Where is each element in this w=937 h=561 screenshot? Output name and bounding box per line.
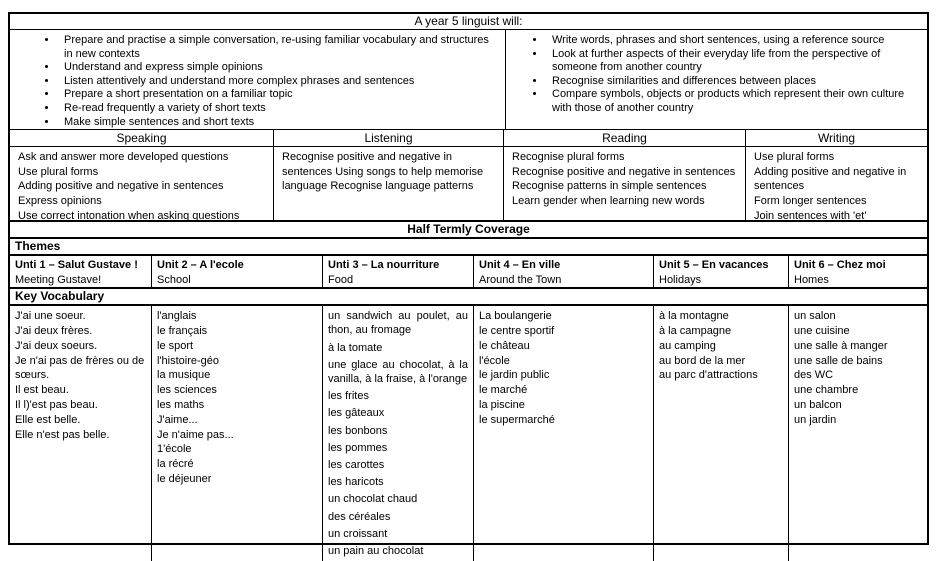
overview-bullet: • Compare symbols, objects or products which represent their own culture with those of another country [546,88,921,115]
coverage-row [10,220,927,237]
unit-3-title: Unti 3 – La nourriture [328,259,440,272]
unit-5-title: Unit 5 – En vacances [659,259,769,272]
overview-right-cell [505,30,927,129]
vocab-item: la récré [157,458,194,471]
vocab-item: les frites [328,390,369,403]
skill-line: Learn gender when learning new words [512,194,705,207]
page-title: A year 5 linguist will: [414,14,523,28]
units-row [10,254,927,287]
overview-right-bullets [506,34,921,116]
vocab-item: J'ai une soeur. [15,310,86,323]
unit-5-subtitle: Holidays [659,274,702,287]
key-vocabulary-row [10,287,927,304]
vocab-item: les carottes [328,458,385,471]
vocab-item: le marché [479,384,528,397]
overview-left-bullets [10,34,499,129]
unit-1-subtitle: Meeting Gustave! [15,274,102,287]
skill-line: Recognise positive and negative in sentences [512,165,736,178]
overview-bullet: • Prepare and practise a simple conversation, re-using familiar vocabulary and structures in new contexts [58,34,499,61]
overview-bullet: • Prepare a short presentation on a familiar topic [58,88,499,102]
vocab-item: Il l)'est pas beau. [15,398,98,411]
skill-line: Use plural forms [754,151,835,164]
vocab-item: les pommes [328,441,388,454]
vocab-item: la piscine [479,398,525,411]
vocab-unit-5 [653,306,788,561]
vocab-unit-4 [473,306,653,561]
skill-line: Use plural forms [18,165,99,178]
skill-line: Use correct intonation when asking questions [18,209,240,222]
skill-line: Recognise plural forms [512,151,625,164]
vocab-item: le jardin public [479,369,550,382]
vocab-item: un jardin [794,413,837,426]
vocab-unit-6 [788,306,927,561]
unit-4-cell [473,256,653,287]
vocab-item: l'école [479,354,510,367]
vocab-item: 1'école [157,443,192,456]
overview-bullet: • Write words, phrases and short sentences, using a reference source [546,34,921,48]
reading-header: Reading [503,130,745,146]
overview-bullet: • Make simple sentences and short texts [58,116,499,130]
skill-line: Adding positive and negative in sentences [18,180,224,193]
overview-left-cell [10,30,505,129]
unit-1-title: Unti 1 – Salut Gustave ! [15,259,138,272]
skill-line: Express opinions [18,194,102,207]
vocab-item: un sandwich au poulet, au thon, au fromage [328,310,468,337]
vocab-item: une chambre [794,384,859,397]
vocab-item: au camping [659,339,716,352]
vocab-item: le centre sportif [479,324,555,337]
vocab-item: une cuisine [794,324,850,337]
vocab-item: un salon [794,310,836,323]
skills-content-row [10,146,927,220]
vocab-item: au bord de la mer [659,354,746,367]
vocab-item: un pain au chocolat [328,545,424,557]
unit-2-title: Unit 2 – A l'ecole [157,259,244,272]
vocab-item: les sciences [157,384,217,397]
vocab-item: Elle est belle. [15,413,81,426]
vocab-item: au parc d'attractions [659,369,758,382]
vocab-item: à la campagne [659,324,732,337]
listening-header: Listening [273,130,503,146]
vocab-unit-3 [322,306,473,561]
listening-cell [273,147,503,220]
vocab-item: des céréales [328,510,391,523]
vocabulary-row [10,304,927,561]
unit-2-subtitle: School [157,274,191,287]
vocab-item: les maths [157,398,205,411]
skill-line: Ask and answer more developed questions [18,151,229,164]
vocab-item: La boulangerie [479,310,552,323]
title-row [10,14,927,29]
vocab-item: à la tomate [328,341,383,354]
vocab-item: des WC [794,369,834,382]
vocab-item: à la montagne [659,310,729,323]
vocab-item: l'anglais [157,310,197,323]
skills-header-row [10,129,927,146]
skill-line: Recognise positive and negative in sentences Using songs to help memorise language Recognise language patterns [282,151,484,193]
unit-4-subtitle: Around the Town [479,274,562,287]
vocab-item: Il est beau. [15,384,69,397]
skill-line: Recognise patterns in simple sentences [512,180,707,193]
unit-4-title: Unit 4 – En ville [479,259,561,272]
vocab-item: les haricots [328,476,384,489]
vocab-item: J'ai deux frères. [15,324,93,337]
overview-bullet: • Listen attentively and understand more complex phrases and sentences [58,75,499,89]
overview-bullet: • Look at further aspects of their everyday life from the perspective of someone from another country [546,48,921,75]
unit-3-subtitle: Food [328,274,354,287]
vocab-item: les bonbons [328,424,388,437]
vocab-item: la musique [157,369,211,382]
vocab-item: un balcon [794,398,842,411]
skill-line: Form longer sentences [754,194,867,207]
vocab-item: un croissant [328,527,388,540]
vocab-item: Je n'aime pas... [157,428,234,441]
writing-cell [745,147,927,220]
vocab-item: J'ai deux soeurs. [15,339,98,352]
vocab-item: le français [157,324,208,337]
overview-row [10,29,927,129]
coverage-title: Half Termly Coverage [407,222,530,237]
speaking-cell [10,147,273,220]
unit-1-cell [10,256,151,287]
reading-cell [503,147,745,220]
skill-line: Adding positive and negative in sentences [754,165,907,193]
vocab-item: Elle n'est pas belle. [15,428,110,441]
unit-6-subtitle: Homes [794,274,829,287]
writing-header: Writing [745,130,927,146]
vocab-item: l'histoire-géo [157,354,220,367]
key-vocabulary-label: Key Vocabulary [15,289,105,304]
vocab-item: le déjeuner [157,472,212,485]
vocab-unit-1 [10,306,151,561]
themes-label: Themes [15,239,61,254]
vocab-item: une salle de bains [794,354,883,367]
unit-6-title: Unit 6 – Chez moi [794,259,886,272]
vocab-item: un chocolat chaud [328,493,418,506]
vocab-unit-2 [151,306,322,561]
unit-6-cell [788,256,927,287]
vocab-item: J'aime... [157,413,198,426]
vocab-item: le sport [157,339,194,352]
vocab-item: le supermarché [479,413,555,426]
unit-3-cell [322,256,473,287]
skill-line: Join sentences with 'et' [754,209,867,222]
unit-2-cell [151,256,322,287]
curriculum-table [8,12,929,557]
vocab-item: les gâteaux [328,407,385,420]
overview-bullet: • Understand and express simple opinions [58,61,499,75]
vocab-item: une salle à manger [794,339,888,352]
speaking-header: Speaking [116,131,167,146]
overview-bullet: • Recognise similarities and differences between places [546,75,921,89]
vocab-item: Je n'ai pas de frères ou de sœurs. [15,354,145,382]
vocab-item: une glace au chocolat, à la vanilla, à la fraise, à l'orange [328,358,468,385]
vocab-item: le château [479,339,530,352]
themes-row [10,237,927,254]
unit-5-cell [653,256,788,287]
overview-bullet: • Re-read frequently a variety of short texts [58,102,499,116]
